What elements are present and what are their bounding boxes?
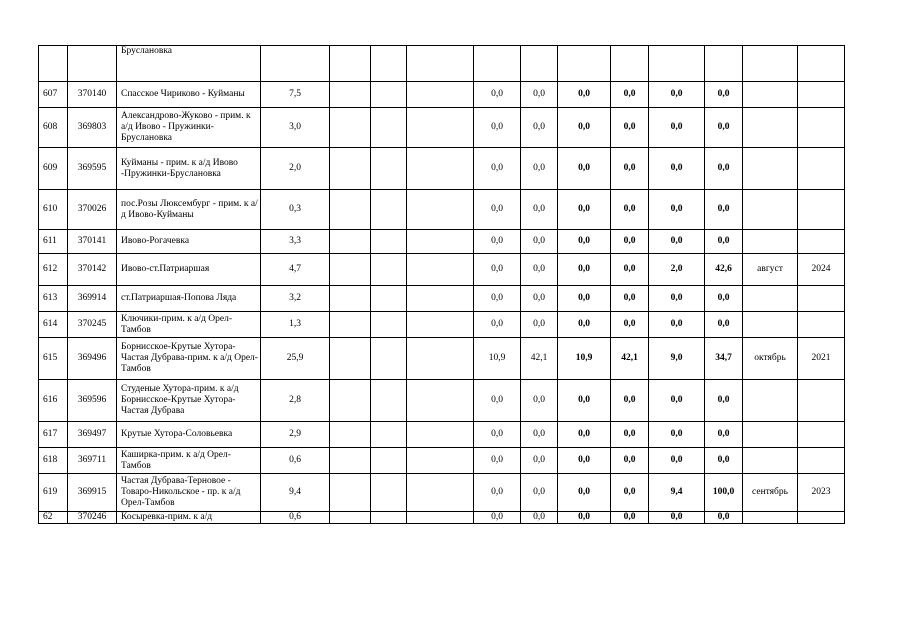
empty-cell <box>371 82 407 108</box>
empty-cell <box>330 148 371 190</box>
road-name-cell: Каширка-прим. к а/д Орел-Тамбов <box>117 448 261 474</box>
value-cell-6: 0,0 <box>705 148 743 190</box>
empty-cell <box>371 108 407 148</box>
road-code-cell: 369497 <box>68 422 117 448</box>
value-cell-5: 9,0 <box>649 338 705 380</box>
value-cell-6: 0,0 <box>705 190 743 230</box>
empty-cell <box>330 448 371 474</box>
empty-cell <box>330 422 371 448</box>
value-cell-1: 10,9 <box>474 338 521 380</box>
empty-cell <box>371 190 407 230</box>
value-cell-6: 0,0 <box>705 380 743 422</box>
row-number-cell: 607 <box>39 82 68 108</box>
value-cell-1: 0,0 <box>474 380 521 422</box>
value-cell-5: 0,0 <box>649 286 705 312</box>
value-cell-4: 0,0 <box>611 380 649 422</box>
road-name-cell: Борнисское-Крутые Хутора-Частая Дубрава-прим. к а/д Орел-Тамбов <box>117 338 261 380</box>
row-number-cell: 608 <box>39 108 68 148</box>
month-cell <box>743 380 798 422</box>
value-cell-3: 0,0 <box>558 82 611 108</box>
value-cell-5: 0,0 <box>649 422 705 448</box>
month-cell: октябрь <box>743 338 798 380</box>
value-cell-1: 0,0 <box>474 286 521 312</box>
empty-cell <box>371 312 407 338</box>
value-cell-1: 0,0 <box>474 474 521 512</box>
value-cell-4: 0,0 <box>611 82 649 108</box>
value-cell-2: 0,0 <box>521 190 558 230</box>
value-cell-1: 0,0 <box>474 148 521 190</box>
value-cell-1: 0,0 <box>474 422 521 448</box>
row-number-cell: 613 <box>39 286 68 312</box>
value-cell-4: 0,0 <box>611 230 649 254</box>
month-cell <box>743 448 798 474</box>
month-cell <box>743 312 798 338</box>
row-number-cell: 609 <box>39 148 68 190</box>
year-cell <box>798 286 845 312</box>
empty-cell <box>371 148 407 190</box>
road-name-cell: Студеные Хутора-прим. к а/д Борнисское-Крутые Хутора-Частая Дубрава <box>117 380 261 422</box>
value-cell-3: 10,9 <box>558 338 611 380</box>
value-cell-2: 0,0 <box>521 512 558 524</box>
year-cell <box>798 46 845 82</box>
value-cell-6: 0,0 <box>705 312 743 338</box>
value-cell-5: 9,4 <box>649 474 705 512</box>
road-name-cell: Бруслановка <box>117 46 261 82</box>
road-name-cell: Спасское Чириково - Куйманы <box>117 82 261 108</box>
value-cell-1: 0,0 <box>474 512 521 524</box>
year-cell <box>798 512 845 524</box>
year-cell <box>798 108 845 148</box>
value-cell-5: 0,0 <box>649 190 705 230</box>
empty-cell <box>371 448 407 474</box>
empty-cell <box>330 190 371 230</box>
length-cell: 0,3 <box>261 190 330 230</box>
value-cell-4: 0,0 <box>611 254 649 286</box>
road-name-cell: Куйманы - прим. к а/д Ивово -Пружинки-Бруслановка <box>117 148 261 190</box>
value-cell-5: 0,0 <box>649 512 705 524</box>
empty-cell <box>407 254 474 286</box>
road-name-cell: пос.Розы Люксембург - прим. к а/д Ивово-Куйманы <box>117 190 261 230</box>
road-code-cell: 370142 <box>68 254 117 286</box>
value-cell-4: 0,0 <box>611 148 649 190</box>
empty-cell <box>330 254 371 286</box>
value-cell-4: 0,0 <box>611 448 649 474</box>
empty-cell <box>330 380 371 422</box>
road-code-cell <box>68 46 117 82</box>
table-row <box>39 254 845 286</box>
value-cell-5: 0,0 <box>649 380 705 422</box>
row-number-cell <box>39 46 68 82</box>
empty-cell <box>330 474 371 512</box>
month-cell <box>743 46 798 82</box>
value-cell-1: 0,0 <box>474 312 521 338</box>
value-cell-2: 0,0 <box>521 254 558 286</box>
road-name-cell: Александрово-Жуково - прим. к а/д Ивово - Пружинки-Бруслановка <box>117 108 261 148</box>
month-cell <box>743 82 798 108</box>
empty-cell <box>330 230 371 254</box>
month-cell: сентябрь <box>743 474 798 512</box>
month-cell <box>743 148 798 190</box>
length-cell: 2,8 <box>261 380 330 422</box>
year-cell <box>798 82 845 108</box>
length-cell: 25,9 <box>261 338 330 380</box>
empty-cell <box>371 254 407 286</box>
value-cell-2: 42,1 <box>521 338 558 380</box>
road-code-cell: 369711 <box>68 448 117 474</box>
table-row <box>39 448 845 474</box>
length-cell: 0,6 <box>261 512 330 524</box>
row-number-cell: 619 <box>39 474 68 512</box>
empty-cell <box>407 338 474 380</box>
month-cell <box>743 190 798 230</box>
row-number-cell: 610 <box>39 190 68 230</box>
row-number-cell: 615 <box>39 338 68 380</box>
month-cell <box>743 230 798 254</box>
value-cell-3: 0,0 <box>558 108 611 148</box>
empty-cell <box>407 108 474 148</box>
empty-cell <box>371 338 407 380</box>
value-cell-2: 0,0 <box>521 312 558 338</box>
empty-cell <box>330 108 371 148</box>
value-cell-5: 0,0 <box>649 108 705 148</box>
road-name-cell: Косыревка-прим. к а/д <box>117 512 261 524</box>
empty-cell <box>371 286 407 312</box>
value-cell-3: 0,0 <box>558 190 611 230</box>
month-cell <box>743 286 798 312</box>
year-cell <box>798 190 845 230</box>
empty-cell <box>330 512 371 524</box>
value-cell-3: 0,0 <box>558 448 611 474</box>
empty-cell <box>407 286 474 312</box>
length-cell <box>261 46 330 82</box>
value-cell-4: 0,0 <box>611 422 649 448</box>
road-code-cell: 370026 <box>68 190 117 230</box>
empty-cell <box>407 448 474 474</box>
length-cell: 3,3 <box>261 230 330 254</box>
month-cell <box>743 512 798 524</box>
empty-cell <box>330 312 371 338</box>
road-code-cell: 369595 <box>68 148 117 190</box>
road-code-cell: 369915 <box>68 474 117 512</box>
value-cell-2: 0,0 <box>521 380 558 422</box>
table-row <box>39 312 845 338</box>
value-cell-6: 0,0 <box>705 82 743 108</box>
value-cell-3: 0,0 <box>558 148 611 190</box>
year-cell <box>798 422 845 448</box>
value-cell-3: 0,0 <box>558 380 611 422</box>
road-name-cell: Ключики-прим. к а/д Орел-Тамбов <box>117 312 261 338</box>
value-cell-5: 0,0 <box>649 148 705 190</box>
road-code-cell: 370246 <box>68 512 117 524</box>
table-row <box>39 512 845 524</box>
empty-cell <box>407 46 474 82</box>
road-code-cell: 370245 <box>68 312 117 338</box>
value-cell-4: 0,0 <box>611 474 649 512</box>
length-cell: 9,4 <box>261 474 330 512</box>
table-row <box>39 190 845 230</box>
empty-cell <box>407 312 474 338</box>
empty-cell <box>407 512 474 524</box>
value-cell-6 <box>705 46 743 82</box>
year-cell <box>798 230 845 254</box>
value-cell-3: 0,0 <box>558 230 611 254</box>
value-cell-2 <box>521 46 558 82</box>
empty-cell <box>407 148 474 190</box>
length-cell: 3,2 <box>261 286 330 312</box>
year-cell <box>798 148 845 190</box>
year-cell: 2023 <box>798 474 845 512</box>
value-cell-2: 0,0 <box>521 286 558 312</box>
value-cell-1: 0,0 <box>474 190 521 230</box>
row-number-cell: 62 <box>39 512 68 524</box>
empty-cell <box>371 422 407 448</box>
road-code-cell: 369803 <box>68 108 117 148</box>
empty-cell <box>371 512 407 524</box>
value-cell-3: 0,0 <box>558 254 611 286</box>
value-cell-2: 0,0 <box>521 230 558 254</box>
value-cell-5: 0,0 <box>649 230 705 254</box>
value-cell-1: 0,0 <box>474 108 521 148</box>
row-number-cell: 614 <box>39 312 68 338</box>
value-cell-2: 0,0 <box>521 448 558 474</box>
road-name-cell: Ивово-Рогачевка <box>117 230 261 254</box>
row-number-cell: 617 <box>39 422 68 448</box>
value-cell-2: 0,0 <box>521 474 558 512</box>
year-cell <box>798 380 845 422</box>
length-cell: 0,6 <box>261 448 330 474</box>
length-cell: 1,3 <box>261 312 330 338</box>
road-name-cell: Частая Дубрава-Терновое - Товаро-Никольское - пр. к а/д Орел-Тамбов <box>117 474 261 512</box>
empty-cell <box>407 230 474 254</box>
value-cell-4: 42,1 <box>611 338 649 380</box>
length-cell: 4,7 <box>261 254 330 286</box>
value-cell-3 <box>558 46 611 82</box>
value-cell-2: 0,0 <box>521 148 558 190</box>
empty-cell <box>371 380 407 422</box>
empty-cell <box>330 82 371 108</box>
row-number-cell: 616 <box>39 380 68 422</box>
table-body <box>39 46 845 524</box>
table-row <box>39 230 845 254</box>
road-name-cell: Ивово-ст.Патриаршая <box>117 254 261 286</box>
value-cell-5: 0,0 <box>649 312 705 338</box>
empty-cell <box>371 474 407 512</box>
table-row <box>39 338 845 380</box>
value-cell-3: 0,0 <box>558 422 611 448</box>
road-name-cell: ст.Патриаршая-Попова Ляда <box>117 286 261 312</box>
value-cell-3: 0,0 <box>558 512 611 524</box>
empty-cell <box>407 422 474 448</box>
length-cell: 3,0 <box>261 108 330 148</box>
value-cell-3: 0,0 <box>558 286 611 312</box>
value-cell-2: 0,0 <box>521 422 558 448</box>
road-name-cell: Крутые Хутора-Соловьевка <box>117 422 261 448</box>
year-cell: 2024 <box>798 254 845 286</box>
value-cell-5: 0,0 <box>649 448 705 474</box>
length-cell: 2,9 <box>261 422 330 448</box>
table-row <box>39 422 845 448</box>
value-cell-2: 0,0 <box>521 108 558 148</box>
value-cell-6: 100,0 <box>705 474 743 512</box>
empty-cell <box>371 46 407 82</box>
length-cell: 7,5 <box>261 82 330 108</box>
empty-cell <box>407 190 474 230</box>
road-code-cell: 369914 <box>68 286 117 312</box>
value-cell-6: 0,0 <box>705 230 743 254</box>
year-cell <box>798 312 845 338</box>
value-cell-4 <box>611 46 649 82</box>
value-cell-3: 0,0 <box>558 312 611 338</box>
table-row <box>39 474 845 512</box>
year-cell: 2021 <box>798 338 845 380</box>
empty-cell <box>371 230 407 254</box>
table-row <box>39 286 845 312</box>
length-cell: 2,0 <box>261 148 330 190</box>
table-row <box>39 108 845 148</box>
empty-cell <box>407 474 474 512</box>
value-cell-1 <box>474 46 521 82</box>
value-cell-4: 0,0 <box>611 108 649 148</box>
road-code-cell: 370141 <box>68 230 117 254</box>
table-row <box>39 380 845 422</box>
empty-cell <box>407 82 474 108</box>
value-cell-5 <box>649 46 705 82</box>
road-code-cell: 369596 <box>68 380 117 422</box>
value-cell-4: 0,0 <box>611 512 649 524</box>
road-code-cell: 370140 <box>68 82 117 108</box>
value-cell-6: 34,7 <box>705 338 743 380</box>
month-cell <box>743 108 798 148</box>
value-cell-6: 42,6 <box>705 254 743 286</box>
row-number-cell: 611 <box>39 230 68 254</box>
row-number-cell: 612 <box>39 254 68 286</box>
empty-cell <box>330 286 371 312</box>
year-cell <box>798 448 845 474</box>
empty-cell <box>330 338 371 380</box>
road-table <box>38 45 845 524</box>
value-cell-4: 0,0 <box>611 190 649 230</box>
value-cell-1: 0,0 <box>474 82 521 108</box>
value-cell-5: 0,0 <box>649 82 705 108</box>
month-cell: август <box>743 254 798 286</box>
value-cell-6: 0,0 <box>705 422 743 448</box>
table-row <box>39 148 845 190</box>
value-cell-2: 0,0 <box>521 82 558 108</box>
value-cell-1: 0,0 <box>474 254 521 286</box>
value-cell-4: 0,0 <box>611 312 649 338</box>
table-row <box>39 46 845 82</box>
empty-cell <box>330 46 371 82</box>
value-cell-6: 0,0 <box>705 448 743 474</box>
road-code-cell: 369496 <box>68 338 117 380</box>
month-cell <box>743 422 798 448</box>
value-cell-6: 0,0 <box>705 512 743 524</box>
value-cell-3: 0,0 <box>558 474 611 512</box>
value-cell-5: 2,0 <box>649 254 705 286</box>
value-cell-1: 0,0 <box>474 230 521 254</box>
value-cell-6: 0,0 <box>705 286 743 312</box>
value-cell-6: 0,0 <box>705 108 743 148</box>
value-cell-4: 0,0 <box>611 286 649 312</box>
row-number-cell: 618 <box>39 448 68 474</box>
table-row <box>39 82 845 108</box>
value-cell-1: 0,0 <box>474 448 521 474</box>
empty-cell <box>407 380 474 422</box>
